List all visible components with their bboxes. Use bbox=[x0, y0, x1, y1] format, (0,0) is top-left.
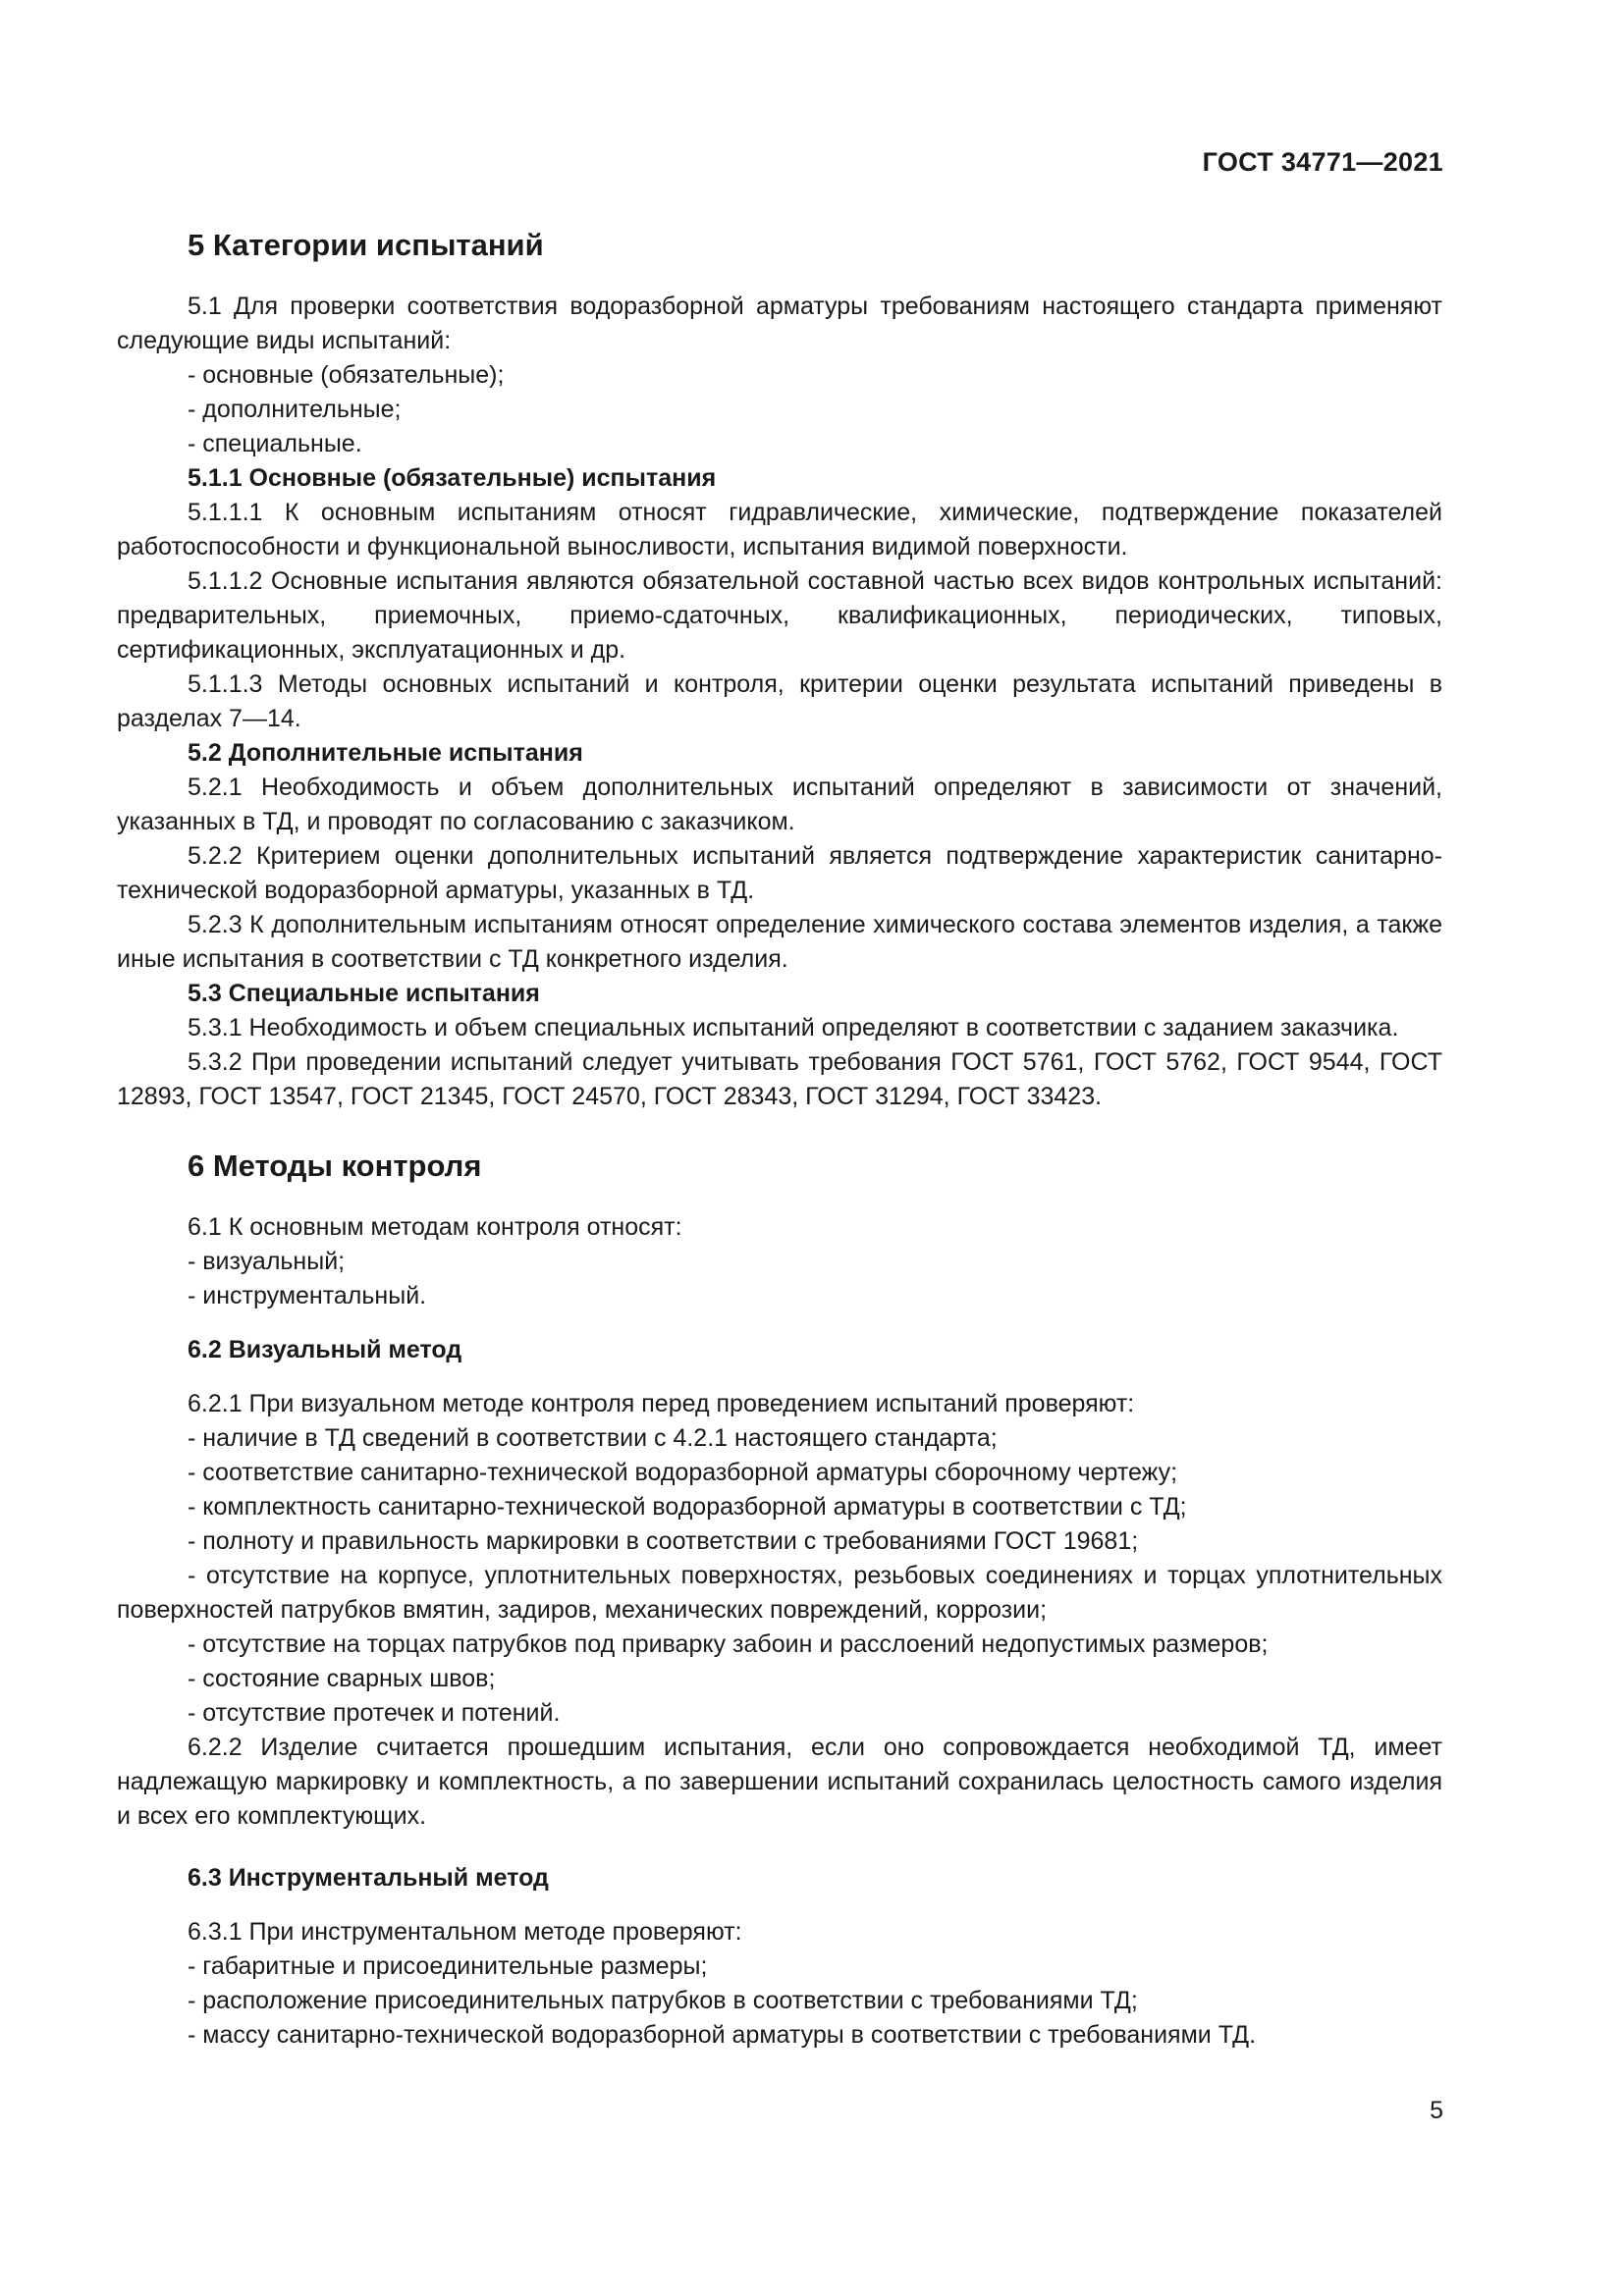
paragraph-6-2-2: 6.2.2 Изделие считается прошедшим испытания, если оно сопровождается необходимой ТД, имеет надлежащую маркировку и комплектность, а по завершении испытаний сохранилась целостность самого изделия и всех его комплектующих. bbox=[117, 1734, 1442, 1830]
paragraph-6-2-1: 6.2.1 При визуальном методе контроля перед проведением испытаний проверяют: bbox=[188, 1390, 1135, 1417]
paragraph-5-1-1-1: 5.1.1.1 К основным испытаниям относят гидравлические, химические, подтверждение показателей работоспособности и функциональной выносливости, испытания видимой поверхности. bbox=[117, 499, 1442, 561]
paragraph-6-3-1: 6.3.1 При инструментальном методе проверяют: bbox=[188, 1918, 742, 1946]
paragraph-5-3-1: 5.3.1 Необходимость и объем специальных испытаний определяют в соответствии с заданием заказчика. bbox=[188, 1014, 1399, 1041]
paragraph-5-2-2: 5.2.2 Критерием оценки дополнительных испытаний является подтверждение характеристик санитарно-технической водоразборной арматуры, указанных в ТД. bbox=[117, 842, 1442, 904]
list-item: - специальные. bbox=[188, 430, 362, 457]
paragraph-5-1-1-2: 5.1.1.2 Основные испытания являются обязательной составной частью всех видов контрольных испытаний: предварительных, приемочных, приемо-сдаточных, квалификационных, периодических, типовых, сертификационных, эксплуатационных и др. bbox=[117, 567, 1442, 664]
standard-code: ГОСТ 34771—2021 bbox=[1202, 147, 1443, 177]
list-item: - инструментальный. bbox=[188, 1282, 427, 1309]
list-item: - визуальный; bbox=[188, 1248, 346, 1275]
paragraph-absence: - отсутствие на корпусе, уплотнительных поверхностях, резьбовых соединениях и торцах уплотнительных поверхностей патрубков вмятин, задиров, механических повреждений, коррозии; bbox=[117, 1562, 1442, 1624]
paragraph-5-3-2: 5.3.2 При проведении испытаний следует учитывать требования ГОСТ 5761, ГОСТ 5762, ГОСТ 9544, ГОСТ 12893, ГОСТ 13547, ГОСТ 21345, ГОСТ 24570, ГОСТ 28343, ГОСТ 31294, ГОСТ 33423. bbox=[117, 1048, 1442, 1110]
list-item: - соответствие санитарно-технической водоразборной арматуры сборочному чертежу; bbox=[188, 1459, 1178, 1486]
subsection-5-3-title: 5.3 Специальные испытания bbox=[188, 980, 540, 1007]
paragraph-5-2-3: 5.2.3 К дополнительным испытаниям относят определение химического состава элементов изделия, а также иные испытания в соответствии с ТД конкретного изделия. bbox=[117, 911, 1442, 973]
paragraph-5-2-1: 5.2.1 Необходимость и объем дополнительных испытаний определяют в зависимости от значений, указанных в ТД, и проводят по согласованию с заказчиком. bbox=[117, 774, 1442, 835]
subsection-5-2-title: 5.2 Дополнительные испытания bbox=[188, 739, 583, 767]
list-item: - комплектность санитарно-технической водоразборной арматуры в соответствии с ТД; bbox=[188, 1493, 1187, 1521]
subsection-5-1-1-title: 5.1.1 Основные (обязательные) испытания bbox=[188, 464, 717, 492]
list-item: - расположение присоединительных патрубков в соответствии с требованиями ТД; bbox=[188, 1987, 1138, 2014]
list-item: - массу санитарно-технической водоразборной арматуры в соответствии с требованиями ТД. bbox=[188, 2021, 1257, 2049]
list-item: - наличие в ТД сведений в соответствии с 4.2.1 настоящего стандарта; bbox=[188, 1424, 998, 1452]
section-5-title: 5 Категории испытаний bbox=[188, 228, 544, 262]
list-item: - габаритные и присоединительные размеры; bbox=[188, 1952, 708, 1980]
page-number: 5 bbox=[1430, 2097, 1443, 2124]
list-item: - основные (обязательные); bbox=[188, 361, 505, 389]
list-item: - отсутствие на торцах патрубков под приварку забоин и расслоений недопустимых размеров; bbox=[188, 1630, 1269, 1658]
list-item: - состояние сварных швов; bbox=[188, 1665, 496, 1692]
list-item: - отсутствие протечек и потений. bbox=[188, 1699, 561, 1727]
section-6-title: 6 Методы контроля bbox=[188, 1148, 482, 1183]
page-content bbox=[117, 221, 1442, 2053]
subsection-6-2-title: 6.2 Визуальный метод bbox=[188, 1336, 462, 1363]
list-item: - дополнительные; bbox=[188, 396, 402, 423]
paragraph-5-1-1-3: 5.1.1.3 Методы основных испытаний и контроля, критерии оценки результата испытаний приведены в разделах 7—14. bbox=[117, 670, 1442, 732]
paragraph-6-1: 6.1 К основным методам контроля относят: bbox=[188, 1213, 682, 1241]
list-item: - полноту и правильность маркировки в соответствии с требованиями ГОСТ 19681; bbox=[188, 1527, 1139, 1555]
paragraph-5-1: 5.1 Для проверки соответствия водоразборной арматуры требованиям настоящего стандарта применяют следующие виды испытаний: bbox=[117, 293, 1442, 354]
subsection-6-3-title: 6.3 Инструментальный метод bbox=[188, 1864, 549, 1892]
